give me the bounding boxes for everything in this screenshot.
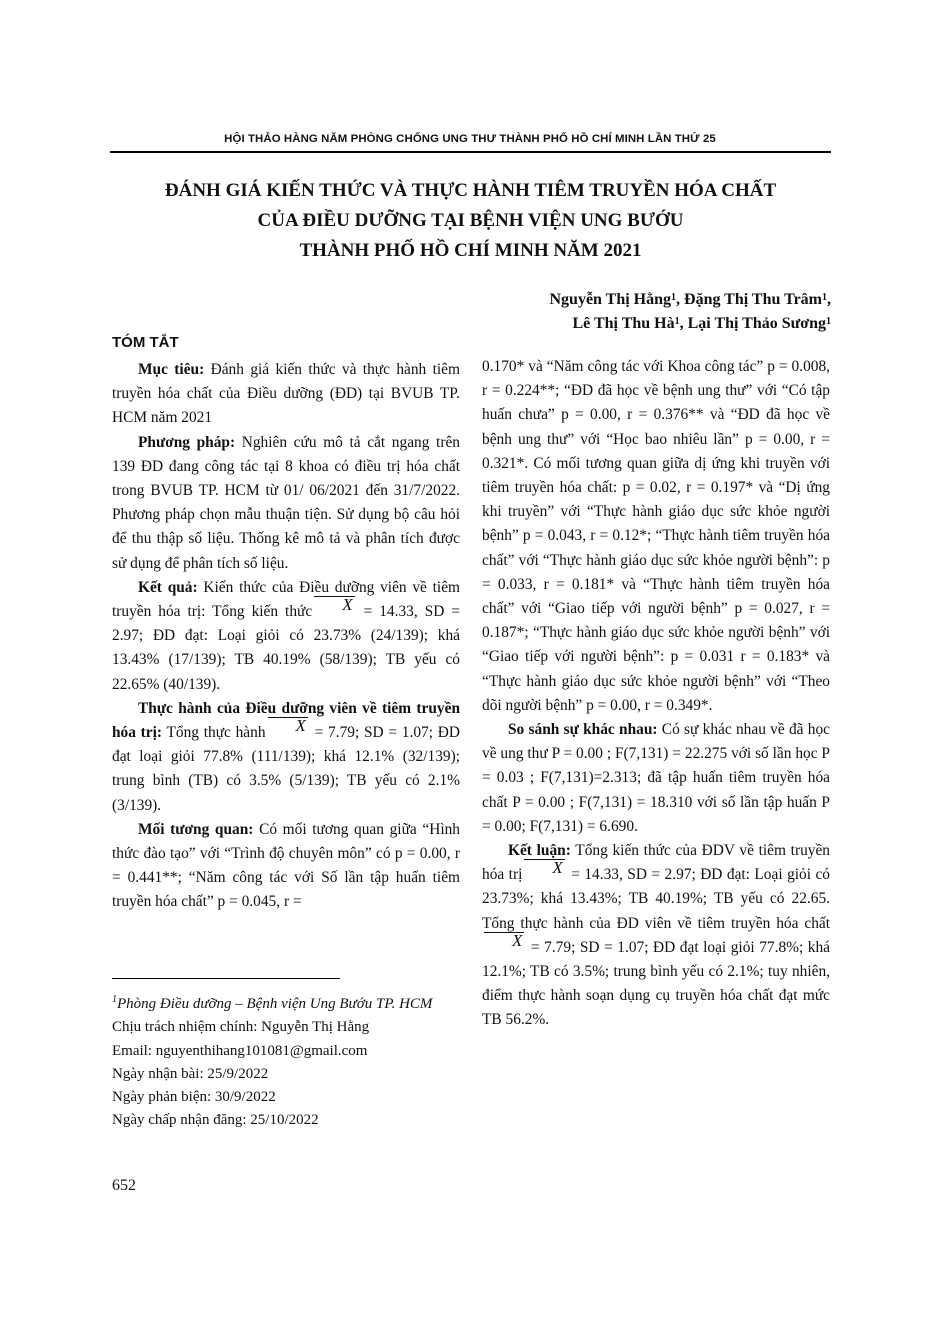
objective-text: Đánh giá kiến thức và thực hành tiêm truyền hóa chất của Điều dưỡng (ĐD) tại BVUB TP. HCM năm 2021 bbox=[112, 361, 460, 427]
affiliation-mark: 1 bbox=[112, 994, 117, 1005]
practice-text: Tổng thực hành bbox=[162, 724, 266, 742]
results-text: Kiến thức của Điều dưỡng viên về tiêm truyền hóa trị: Tổng kiến thức bbox=[112, 578, 461, 621]
author-affiliation-mark: 1 bbox=[674, 316, 680, 327]
mean-symbol: X bbox=[484, 932, 524, 948]
right-column bbox=[482, 355, 830, 1033]
affiliation-text: Phòng Điều dưỡng – Bệnh viện Ung Bướu TP. HCM bbox=[117, 996, 433, 1012]
author-name: Lại Thị Thảo Sương bbox=[687, 315, 826, 332]
received-date: Ngày nhận bài: 25/9/2022 bbox=[112, 1065, 269, 1082]
reviewed-date: Ngày phản biện: 30/9/2022 bbox=[112, 1089, 276, 1106]
comparison-label: So sánh sự khác nhau: bbox=[508, 721, 658, 739]
affiliation-note bbox=[112, 988, 462, 1016]
practice-text-cont: = 7.79; SD = 1.07; ĐD đạt loại giỏi 77.8% (111/139); khá 12.1% (32/139); trung bình (TB) có 3.5% (5/139); TB yếu có 2.1% (3/139). bbox=[112, 724, 460, 814]
accepted-date: Ngày chấp nhận đăng: 25/10/2022 bbox=[112, 1112, 319, 1129]
author-separator: , bbox=[827, 291, 831, 308]
conclusion-text-end: = 7.79; SD = 1.07; ĐD đạt loại giỏi 77.8%; khá 12.1%; TB có 3.5%; trung bình yếu có 2.1%; tuy nhiên, điểm thực hành soạn dụng cụ truyền hóa chất đạt mức TB 56.2%. bbox=[482, 938, 830, 1029]
conclusion-paragraph bbox=[482, 839, 830, 1033]
abstract-heading: TÓM TẮT bbox=[112, 334, 179, 351]
practice-paragraph bbox=[112, 697, 460, 818]
responsible-author: Chịu trách nhiệm chính: Nguyễn Thị Hằng bbox=[112, 1019, 370, 1036]
author-affiliation-mark: 1 bbox=[826, 316, 831, 327]
author-line-2 bbox=[549, 312, 831, 336]
footnote-rule bbox=[112, 978, 340, 979]
running-head: HỘI THẢO HÀNG NĂM PHÒNG CHỐNG UNG THƯ THÀNH PHỐ HỒ CHÍ MINH LẦN THỨ 25 bbox=[224, 133, 716, 145]
results-text-cont: = 14.33, SD = 2.97; ĐD đạt: Loại giỏi có 23.73% (24/139); khá 13.43% (17/139); TB 40.19% (58/139); TB yếu có 22.65% (40/139). bbox=[112, 603, 460, 693]
mean-symbol: X bbox=[268, 717, 308, 733]
left-column bbox=[112, 331, 460, 915]
email-line: Email: nguyenthihang101081@gmail.com bbox=[112, 1042, 368, 1059]
header-rule bbox=[110, 151, 831, 153]
mean-symbol: X bbox=[524, 859, 564, 875]
author-list bbox=[549, 288, 831, 336]
page-number: 652 bbox=[112, 1177, 136, 1194]
correlation-paragraph bbox=[112, 818, 460, 915]
footnotes bbox=[112, 988, 462, 1133]
correlation-text: Có mối tương quan giữa “Hình thức đào tạo” với “Trình độ chuyên môn” có p = 0.00, r = 0.441**; “Năm công tác với Số lần tập huấn tiêm truyền hóa chất” p = 0.045, r = bbox=[112, 820, 460, 911]
objective-label: Mục tiêu: bbox=[138, 361, 205, 378]
author-affiliation-mark: 1 bbox=[822, 292, 827, 303]
objective-paragraph bbox=[112, 358, 460, 431]
title-line-1: ĐÁNH GIÁ KIẾN THỨC VÀ THỰC HÀNH TIÊM TRUYỀN HÓA CHẤT bbox=[164, 180, 777, 201]
conclusion-text-cont: = 14.33, SD = 2.97; ĐD đạt: Loại giỏi có 23.73%; khá 13.43%; TB 40.19%; TB yếu có 22.65. Tổng thực hành của ĐD viên về tiêm truyền hóa chất bbox=[482, 866, 830, 932]
practice-label: Thực hành của Điều dưỡng viên về tiêm truyền hóa trị: bbox=[112, 699, 460, 742]
article-title bbox=[110, 176, 831, 266]
correlation-label: Mối tương quan: bbox=[138, 820, 254, 838]
title-line-3: THÀNH PHỐ HỒ CHÍ MINH NĂM 2021 bbox=[299, 240, 642, 261]
author-name: Nguyễn Thị Hằng bbox=[549, 291, 672, 308]
conclusion-label: Kết luận: bbox=[508, 842, 571, 860]
conclusion-text: Tổng kiến thức của ĐDV về tiêm truyền hóa trị bbox=[482, 842, 830, 884]
author-separator: , bbox=[676, 291, 685, 308]
author-name: Đặng Thị Thu Trâm bbox=[684, 291, 822, 308]
methods-label: Phương pháp: bbox=[138, 433, 236, 451]
author-separator: , bbox=[679, 315, 688, 332]
author-name: Lê Thị Thu Hà bbox=[572, 315, 675, 332]
author-affiliation-mark: 1 bbox=[671, 292, 677, 303]
mean-symbol: X bbox=[314, 596, 354, 612]
comparison-paragraph bbox=[482, 718, 830, 839]
methods-paragraph bbox=[112, 431, 460, 576]
results-label: Kết quả: bbox=[138, 578, 198, 596]
author-line-1 bbox=[549, 288, 831, 312]
results-paragraph bbox=[112, 576, 460, 697]
correlation-continued: 0.170* và “Năm công tác với Khoa công tác” p = 0.008, r = 0.224**; “ĐD đã học về bệnh ung thư” với “Có tập huấn chưa” p = 0.00, r = 0.376** và “ĐD đã học về bệnh ung thư” với “Học bao nhiêu lần” p = 0.00, r = 0.321*. Có mối tương quan giữa dị ứng khi truyền với tiêm truyền hóa chất: p = 0.02, r = 0.197* và “Dị ứng khi truyền” với “Thực hành giáo dục sức khỏe người bệnh” p = 0.043, r = 0.12*; “Thực hành tiêm truyền hóa chất” với “Thực hành giáo dục sức khỏe người bệnh”: p = 0.033, r = 0.181* và “Thực hành tiêm truyền hóa chất” với “Giao tiếp với người bệnh” p = 0.027, r = 0.187*; “Thực hành giáo dục sức khỏe người bệnh” với “Giao tiếp với người bệnh”: p = 0.031 r = 0.183* và “Thực hành giáo dục sức khỏe người bệnh” với “Theo dõi người bệnh” p = 0.00, r = 0.349*. bbox=[482, 358, 830, 714]
title-line-2: CỦA ĐIỀU DƯỠNG TẠI BỆNH VIỆN UNG BƯỚU bbox=[257, 210, 684, 231]
methods-text: Nghiên cứu mô tả cắt ngang trên 139 ĐD đang công tác tại 8 khoa có điều trị hóa chất trong BVUB TP. HCM từ 01/ 06/2021 đến 31/7/2022. Phương pháp chọn mẫu thuận tiện. Sử dụng bộ câu hỏi để thu thập số liệu. Thống kê mô tả và phân tích được sử dụng để phân tích số liệu. bbox=[112, 433, 460, 572]
comparison-text: Có sự khác nhau về đã học về ung thư P = 0.00 ; F(7,131) = 22.275 với số lần học P = 0.03 ; F(7,131)=2.313; đã tập huấn tiêm truyền hóa chất P = 0.00 ; F(7,131) = 18.310 với số lần tập huấn P = 0.00; F(7,131) = 6.690. bbox=[482, 721, 830, 835]
